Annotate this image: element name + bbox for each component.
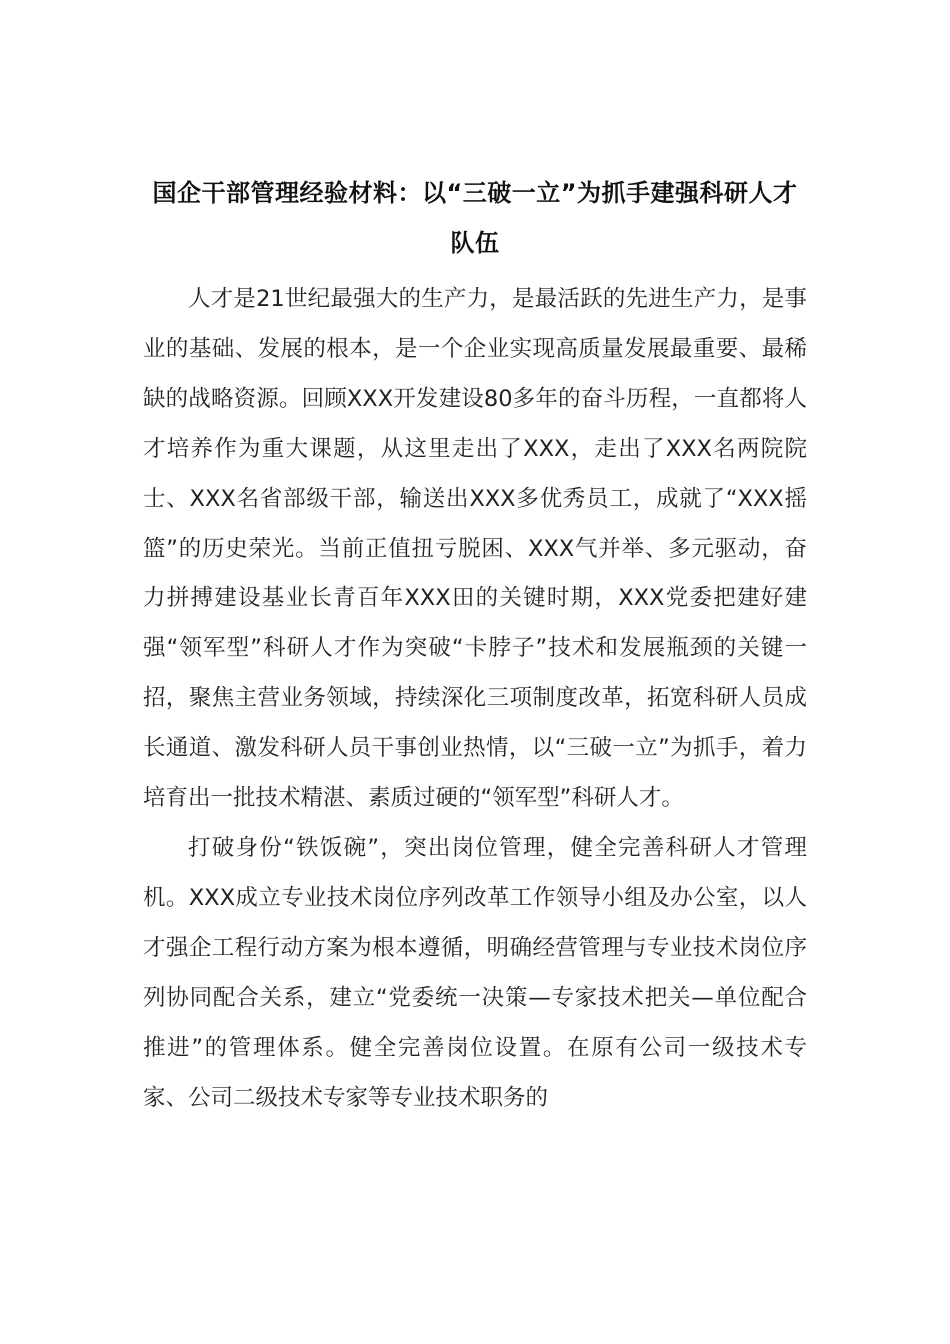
paragraph-intro: 人才是21世纪最强大的生产力，是最活跃的先进生产力，是事业的基础、发展的根本，是一个企业实现高质量发展最重要、最稀缺的战略资源。回顾XXX开发建设80多年的奋斗历程，一直都将人才培养作为重大课题，从这里走出了XXX，走出了XXX名两院院士、XXX名省部级干部，输送出XXX多优秀员工，成就了“XXX摇篮”的历史荣光。当前正值扭亏脱困、XXX气并举、多元驱动，奋力拼搏建设基业长青百年XXX田的关键时期，XXX党委把建好建强“领军型”科研人才作为突破“卡脖子”技术和发展瓶颈的关键一招，聚焦主营业务领域，持续深化三项制度改革，拓宽科研人员成长通道、激发科研人员干事创业热情，以“三破一立”为抓手，着力培育出一批技术精湛、素质过硬的“领军型”科研人才。 [143, 286, 807, 812]
document-title: 国企干部管理经验材料：以“三破一立”为抓手建强科研人才队伍 [152, 179, 798, 258]
paragraph-break-iron-rice-bowl: 打破身份“铁饭碗”，突出岗位管理，健全完善科研人才管理机。XXX成立专业技术岗位序列改革工作领导小组及办公室，以人才强企工程行动方案为根本遵循，明确经营管理与专业技术岗位序列协同配合关系，建立“党委统一决策—专家技术把关—单位配合推进”的管理体系。健全完善岗位设置。在原有公司一级技术专家、公司二级技术专家等专业技术职务的 [143, 834, 807, 1111]
document-body [143, 275, 807, 1123]
